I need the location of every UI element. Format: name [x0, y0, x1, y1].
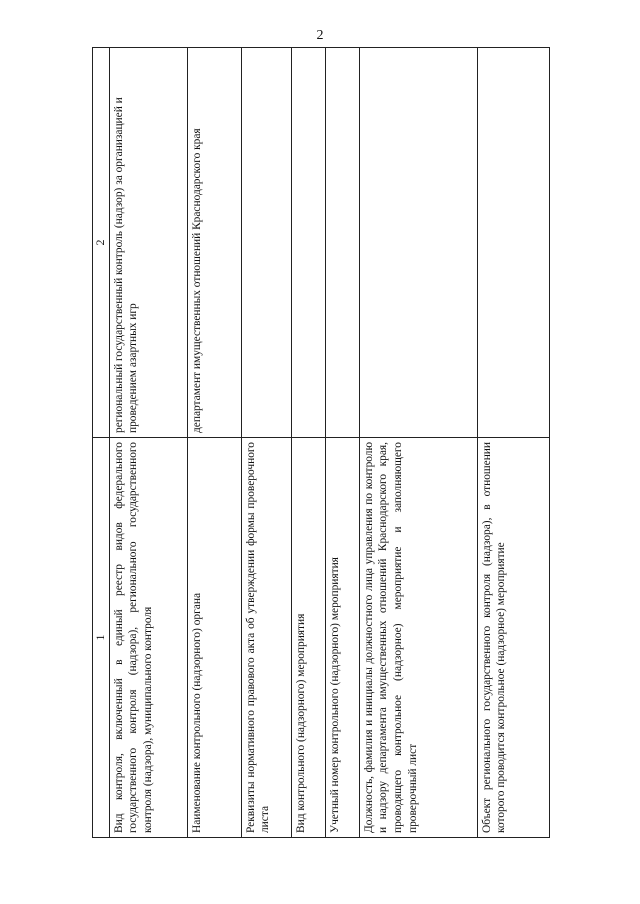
- row-value-official: [359, 48, 477, 438]
- table-row: [325, 48, 359, 838]
- checklist-info-table: [92, 47, 550, 838]
- row-value-event-number: [325, 48, 359, 438]
- row-label-control-object: Объект регионального государственного контроля (надзора), в отношении которого проводится контрольное (надзорное) мероприятие: [477, 438, 549, 838]
- table-row: [241, 48, 291, 838]
- table-row: [477, 48, 549, 838]
- table-row: [187, 48, 241, 838]
- page-number: 2: [316, 28, 324, 43]
- row-label-legal-act: Реквизиты нормативного правового акта об утверждении формы проверочного листа: [241, 438, 291, 838]
- rotated-table-container: [92, 48, 548, 838]
- column-header-1: 1: [93, 438, 110, 838]
- column-header-2: 2: [93, 48, 110, 438]
- table-header-row: [93, 48, 110, 838]
- row-value-authority-name: департамент имущественных отношений Краснодарского края: [187, 48, 241, 438]
- row-label-event-type: Вид контрольного (надзорного) мероприятия: [291, 438, 325, 838]
- table-row: [291, 48, 325, 838]
- row-value-control-type: региональный государственный контроль (надзор) за организацией и проведением азартных игр: [109, 48, 187, 438]
- row-label-event-number: Учетный номер контрольного (надзорного) мероприятия: [325, 438, 359, 838]
- table-row: [359, 48, 477, 838]
- table-row: [109, 48, 187, 838]
- row-label-authority-name: Наименование контрольного (надзорного) органа: [187, 438, 241, 838]
- row-value-event-type: [291, 48, 325, 438]
- row-value-legal-act: [241, 48, 291, 438]
- row-label-control-type: Вид контроля, включенный в единый реестр видов федерального государственного контроля (надзора), регионального государственного контроля (надзора), муниципального контроля: [109, 438, 187, 838]
- row-label-official: Должность, фамилия и инициалы должностного лица управления по контролю и надзору департамента имущественных отношений Краснодарского края, проводящего контрольное (надзорное) мероприятие и заполняющего проверочный лист: [359, 438, 477, 838]
- row-value-control-object: [477, 48, 549, 438]
